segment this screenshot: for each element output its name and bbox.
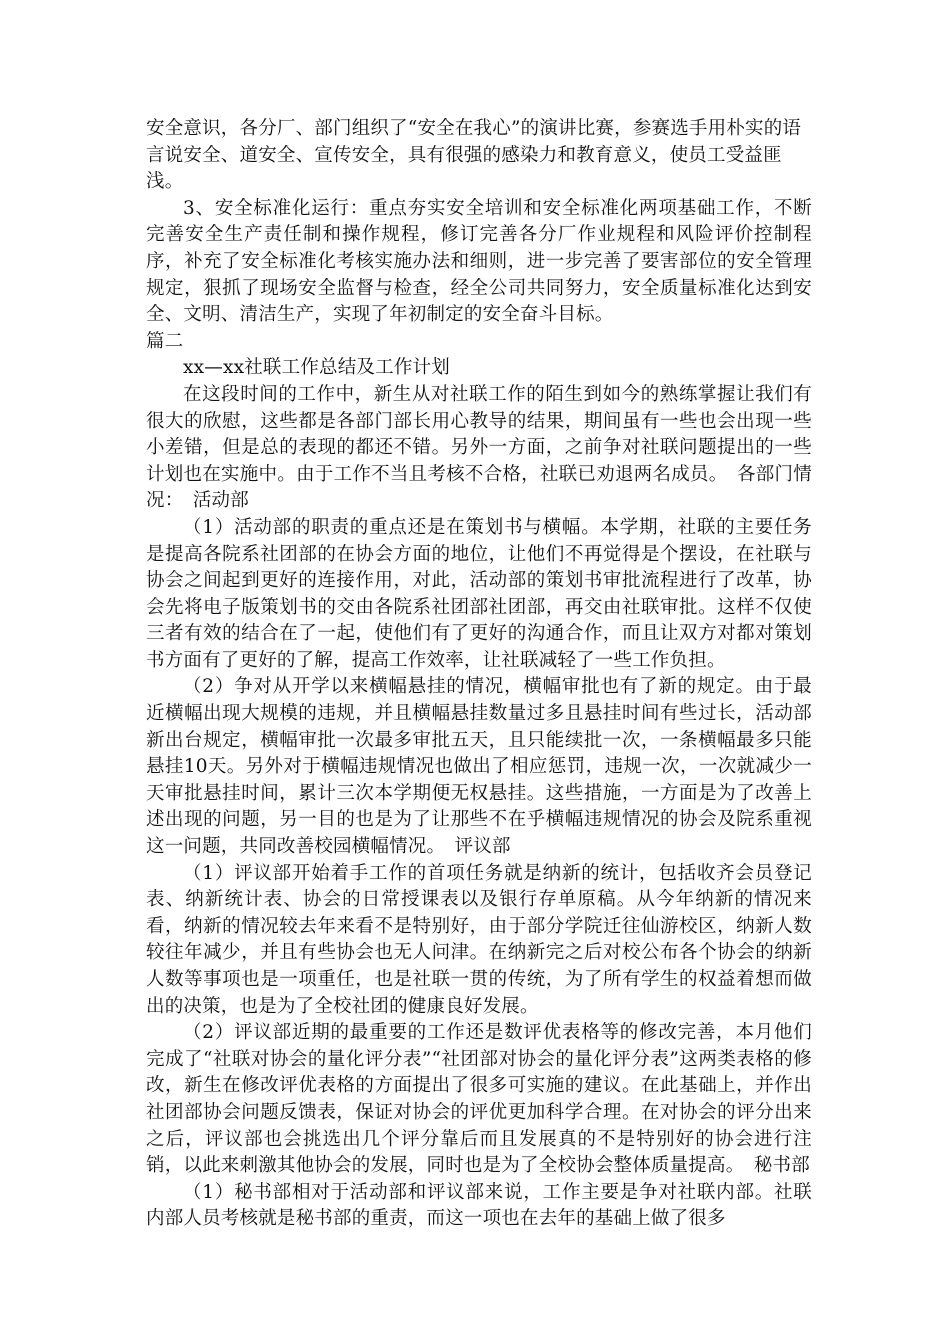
paragraph-intro: 在这段时间的工作中，新生从对社联工作的陌生到如今的熟练掌握让我们有很大的欣慰，这些都是各部门部长用心教导的结果，期间虽有一些也会出现一些小差错，但是总的表现的都还不错。另外一方面，之前争对社联问题提出的一些计划也在实施中。由于工作不当且考核不合格，社联已劝退两名成员。 各部门情况： 活动部: [146, 383, 812, 512]
paragraph-secretariat-1: （1）秘书部相对于活动部和评议部来说，工作主要是争对社联内部。社联内部人员考核就是秘书部的重责，而这一项也在去年的基础上做了很多: [146, 1181, 812, 1230]
paragraph-activity-1: （1）活动部的职责的重点还是在策划书与横幅。本学期，社联的主要任务是提高各院系社团部的在协会方面的地位，让他们不再觉得是个摆设，在社联与协会之间起到更好的连接作用，对此，活动部的策划书审批流程进行了改革，协会先将电子版策划书的交由各院系社团部社团部，再交由社联审批。这样不仅使三者有效的结合在了一起，使他们有了更好的沟通合作，而且让双方对都对策划书方面有了更好的了解，提高工作效率，让社联减轻了一些工作负担。: [146, 516, 812, 671]
paragraph-safety-standardization: 3、安全标准化运行：重点夯实安全培训和安全标准化两项基础工作，不断完善安全生产责任制和操作规程，修订完善各分厂作业规程和风险评价控制程序，补充了安全标准化考核实施办法和细则，进一步完善了要害部位的安全管理规定，狠抓了现场安全监督与检查，经全公司共同努力，安全质量标准化达到安全、文明、清洁生产，实现了年初制定的安全奋斗目标。: [146, 197, 812, 326]
paragraph-safety-awareness: 安全意识，各分厂、部门组织了“安全在我心”的演讲比赛，参赛选手用朴实的语言说安全、道安全、宣传安全，具有很强的感染力和教育意义，使员工受益匪浅。: [146, 118, 802, 193]
paragraph-review-1: （1）评议部开始着手工作的首项任务就是纳新的统计，包括收齐会员登记表、纳新统计表、协会的日常授课表以及银行存单原稿。从今年纳新的情况来看，纳新的情况较去年来看不是特别好，由于部分学院迁往仙游校区，纳新人数较往年减少，并且有些协会也无人问津。在纳新完之后对校公布各个协会的纳新人数等事项也是一项重任，也是社联一贯的传统，为了所有学生的权益着想而做出的决策，也是为了全校社团的健康良好发展。: [146, 862, 812, 1017]
section-label: 篇二: [146, 330, 184, 352]
document-page: [146, 116, 812, 1233]
paragraph-review-2: （2）评议部近期的最重要的工作还是数评优表格等的修改完善，本月他们完成了“社联对协会的量化评分表”“社团部对协会的量化评分表”这两类表格的修改，新生在修改评优表格的方面提出了很多可实施的建议。在此基础上，并作出社团部协会问题反馈表，保证对协会的评优更加科学合理。在对协会的评分出来之后，评议部也会挑选出几个评分靠后而且发展真的不是特别好的协会进行注销，以此来刺激其他协会的发展，同时也是为了全校协会整体质量提高。 秘书部: [146, 1022, 812, 1177]
paragraph-activity-2: （2）争对从开学以来横幅悬挂的情况，横幅审批也有了新的规定。由于最近横幅出现大规模的违规，并且横幅悬挂数量过多且悬挂时间有些过长，活动部新出台规定，横幅审批一次最多审批五天，且只能续批一次，一条横幅最多只能悬挂10天。另外对于横幅违规情况也做出了相应惩罚，违规一次，一次就减少一天审批悬挂时间，累计三次本学期便无权悬挂。这些措施，一方面是为了改善上述出现的问题，另一目的也是为了让那些不在乎横幅违规情况的协会及院系重视这一问题，共同改善校园横幅情况。 评议部: [146, 676, 812, 858]
section-title: xx—xx社联工作总结及工作计划: [183, 357, 450, 379]
